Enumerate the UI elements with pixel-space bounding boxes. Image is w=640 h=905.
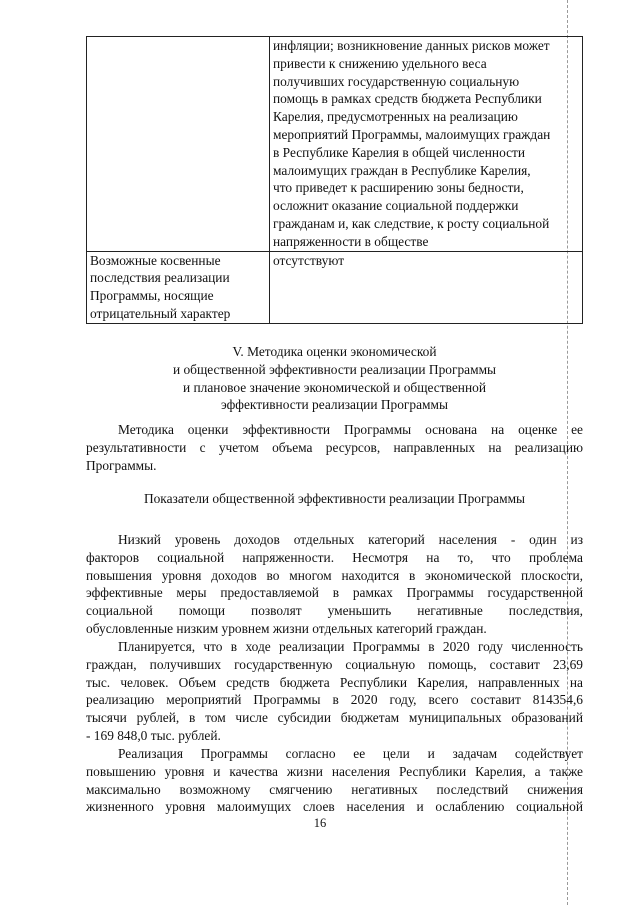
text-line: максимально возможному смягчению негативных последствий снижения — [86, 781, 583, 797]
cell-line: получивших государственную социальную — [273, 73, 520, 89]
table-cell-absent: отсутствуют — [270, 251, 583, 323]
page-number: 16 — [313, 816, 327, 830]
cell-line: Возможные косвенные — [90, 252, 221, 268]
paragraph-program-implementation — [86, 745, 583, 816]
cell-line: что приведет к расширению зоны бедности, — [273, 180, 524, 196]
cell-line: привести к снижению удельного веса — [273, 55, 487, 71]
text-line: - 169 848,0 тыс. рублей. — [86, 727, 221, 743]
cell-line: Карелия, предусмотренных на реализацию — [273, 109, 518, 125]
cell-line: гражданам и, как следствие, к росту социальной — [273, 215, 550, 231]
text-line: реализацию мероприятий Программы в 2020 году, всего составит 814354,6 — [86, 692, 583, 708]
cell-line: напряженности в обществе — [273, 233, 429, 249]
text-line: жизненного уровня малоимущих слоев населения и ослаблению социальной — [86, 799, 583, 815]
cell-line: помощь в рамках средств бюджета Республики — [273, 91, 542, 107]
cell-line: в Республике Карелия в общей численности — [273, 144, 526, 160]
risk-table — [86, 36, 583, 324]
title-line: V. Методика оценки экономической — [232, 344, 437, 359]
text-line: эффективные меры предоставляемой в рамках Программы государственной — [86, 585, 583, 601]
paragraph-low-income — [86, 531, 583, 638]
title-line: и общественной эффективности реализации Программы — [172, 361, 497, 377]
title-line: эффективности реализации Программы — [221, 397, 448, 413]
text-line: Планируется, что в ходе реализации Программы в 2020 году численность — [118, 639, 583, 654]
cell-line: последствия реализации — [90, 270, 230, 286]
paragraph-plan-2020 — [86, 638, 583, 745]
text-line: Реализация Программы согласно ее цели и задачам содействует — [118, 746, 583, 761]
cell-line: осложнит оказание социальной поддержки — [273, 198, 519, 214]
table-cell-empty — [87, 37, 270, 252]
table-cell-risk-description — [270, 37, 583, 252]
cell-line: инфляции; возникновение данных рисков может — [273, 38, 550, 53]
text-line: тыс. человек. Объем средств бюджета Республики Карелия, направленных на — [86, 674, 583, 690]
text-line: Методика оценки эффективности Программы основана на оценке ее — [118, 422, 583, 437]
table-cell-indirect-consequences — [87, 251, 270, 323]
text-line: обусловленные низким уровнем жизни отдельных категорий граждан. — [86, 620, 487, 636]
cell-line: мероприятий Программы, малоимущих граждан — [273, 126, 551, 142]
subheading: Показатели общественной эффективности реализации Программы — [143, 491, 526, 506]
cell-line: малоимущих граждан в Республике Карелия, — [273, 162, 531, 178]
text-line: Программы. — [86, 457, 157, 473]
table-row — [87, 251, 583, 323]
cell-line: Программы, носящие — [90, 288, 214, 304]
intro-paragraph — [86, 421, 583, 474]
title-line: и плановое значение экономической и общественной — [182, 379, 486, 395]
text-line: социальной помощи позволят уменьшить негативные последствия, — [86, 603, 583, 619]
text-line: повышению уровня и качества жизни населения Республики Карелия, а также — [86, 763, 583, 779]
section-title — [86, 343, 583, 414]
cell-line: отрицательный характер — [90, 305, 231, 321]
text-line: результативности с учетом объема ресурсов, направленных на реализацию — [86, 439, 583, 455]
table-row — [87, 37, 583, 252]
text-line: граждан, получивших государственную социальную помощь, составит 23,69 — [86, 656, 583, 672]
text-line: повышения уровня доходов во многом находится в экономической плоскости, — [86, 567, 583, 583]
text-line: Низкий уровень доходов отдельных категорий населения - один из — [118, 532, 583, 547]
text-line: тысячи рублей, в том числе субсидии бюджетам муниципальных образований — [86, 710, 583, 726]
text-line: факторов социальной напряженности. Несмотря на то, что проблема — [86, 549, 583, 565]
